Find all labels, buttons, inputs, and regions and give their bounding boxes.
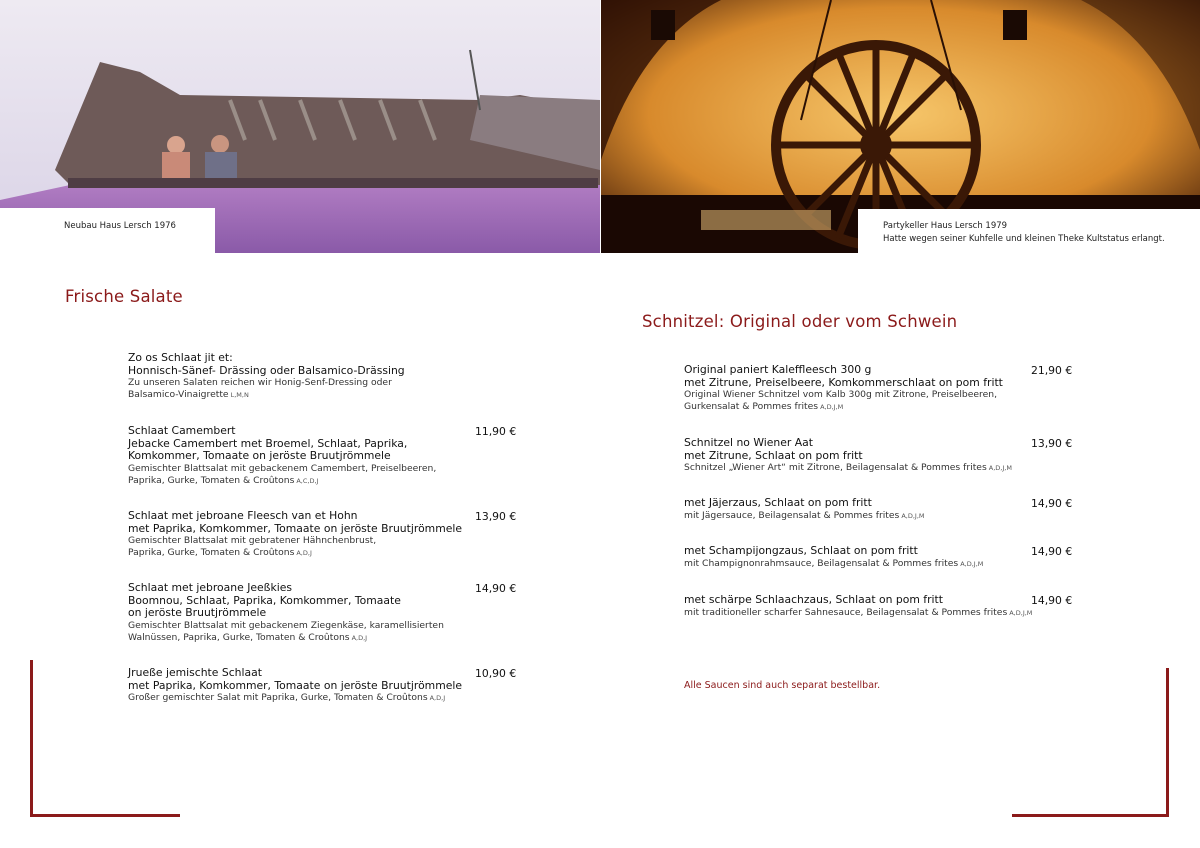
dish-description: Balsamico-Vinaigrette L,M,N (128, 389, 249, 400)
dish-price: 14,90 € (1031, 497, 1073, 510)
dish-name: Schlaat Camembert (128, 424, 236, 437)
dish-name: Jebacke Camembert met Broemel, Schlaat, Paprika, (128, 436, 408, 450)
sauce-note: Alle Saucen sind auch separat bestellbar. (684, 680, 881, 691)
allergen-codes: A,D,J (429, 694, 446, 702)
section-title-salads: Frische Salate (65, 287, 183, 306)
section-title-schnitzel: Schnitzel: Original oder vom Schwein (642, 312, 958, 331)
caption-line: Partykeller Haus Lersch 1979 (883, 221, 1008, 231)
dish-name: Honnisch-Sänef- Drässing oder Balsamico-Drässing (128, 363, 405, 377)
allergen-codes: A,D,J,M (820, 403, 844, 411)
menu-item (128, 510, 462, 559)
dish-name: Schlaat met jebroane Jeeßkies (128, 581, 292, 594)
dish-description: Original Wiener Schnitzel vom Kalb 300g mit Zitrone, Preiselbeeren, (684, 389, 998, 400)
dish-price: 11,90 € (475, 425, 517, 438)
menu-item (684, 545, 983, 570)
dish-name: Boomnou, Schlaat, Paprika, Komkommer, Tomaate (128, 593, 401, 607)
allergen-codes: L,M,N (230, 391, 249, 399)
dish-name: Schlaat met jebroane Fleesch van et Hohn (128, 509, 358, 522)
dish-name: met Paprika, Komkommer, Tomaate on jeröste Bruutjrömmele (128, 678, 463, 692)
dish-name: on jeröste Bruutjrömmele (128, 606, 267, 619)
dish-price: 14,90 € (1031, 545, 1073, 558)
allergen-codes: A,D,J,M (960, 559, 984, 568)
dish-name: met Schampijongzaus, Schlaat on pom fritt (684, 544, 918, 557)
menu-item (684, 594, 1032, 619)
dish-name: Zo os Schlaat jit et: (128, 351, 233, 364)
dish-description: Großer gemischter Salat mit Paprika, Gurke, Tomaten & Croûtons A,D,J (128, 692, 446, 703)
frame-line-bottom-right (1012, 814, 1169, 817)
dish-name: met schärpe Schlaachzaus, Schlaat on pom fritt (684, 593, 943, 606)
frame-line-bottom-left (30, 814, 180, 817)
dish-price: 21,90 € (1031, 364, 1073, 377)
caption-line: Neubau Haus Lersch 1976 (64, 221, 176, 231)
dish-name: met Jäjerzaus, Schlaat on pom fritt (684, 496, 872, 509)
allergen-codes: A,D,J (296, 549, 312, 557)
dish-name: met Zitrune, Preiselbeere, Komkommerschlaat on pom fritt (684, 375, 1003, 389)
dish-price: 10,90 € (475, 667, 517, 680)
menu-item (128, 425, 436, 487)
frame-line-right (1166, 668, 1169, 817)
menu-item (128, 352, 405, 401)
dish-description: Zu unseren Salaten reichen wir Honig-Senf-Dressing oder (128, 377, 392, 388)
allergen-codes: A,D,J,M (1009, 608, 1033, 617)
dish-name: met Zitrune, Schlaat on pom fritt (684, 448, 863, 462)
dish-name: Original paniert Kaleffleesch 300 g (684, 363, 872, 376)
allergen-codes: A,D,J,M (988, 464, 1012, 472)
dish-name: Schnitzel no Wiener Aat (684, 436, 814, 449)
dish-price: 13,90 € (475, 510, 517, 523)
dish-description: Walnüssen, Paprika, Gurke, Tomaten & Croûtons A,D,J (128, 631, 368, 643)
dish-description: Paprika, Gurke, Tomaten & Croûtons A,C,D,J (128, 474, 319, 486)
dish-description: Schnitzel „Wiener Art“ mit Zitrone, Beilagensalat & Pommes frites A,D,J,M (684, 462, 1012, 473)
dish-description: Gemischter Blattsalat mit gebackenem Camembert, Preiselbeeren, (128, 462, 437, 474)
dish-description: mit Jägersauce, Beilagensalat & Pommes frites A,D,J,M (684, 509, 925, 521)
photo-caption-right (858, 209, 1200, 253)
menu-item (684, 497, 925, 522)
allergen-codes: A,C,D,J (296, 476, 319, 485)
dish-description: mit Champignonrahmsauce, Beilagensalat & Pommes frites A,D,J,M (684, 557, 984, 569)
dish-description: mit traditioneller scharfer Sahnesauce, Beilagensalat & Pommes frites A,D,J,M (684, 606, 1033, 618)
allergen-codes: A,D,J (351, 633, 368, 642)
menu-item (128, 667, 462, 704)
dish-price: 13,90 € (1031, 437, 1073, 450)
dish-name: met Paprika, Komkommer, Tomaate on jeröste Bruutjrömmele (128, 521, 463, 535)
dish-description: Paprika, Gurke, Tomaten & Croûtons A,D,J (128, 547, 312, 558)
menu-item (684, 437, 1012, 474)
dish-description: Gemischter Blattsalat mit gebackenem Ziegenkäse, karamellisierten (128, 619, 444, 631)
photo-caption-left (0, 208, 215, 253)
caption-line: Hatte wegen seiner Kuhfelle und kleinen Theke Kultstatus erlangt. (883, 234, 1165, 244)
menu-item (684, 364, 1003, 413)
dish-name: Jrueße jemischte Schlaat (128, 666, 262, 679)
menu-item (128, 582, 444, 644)
dish-name: Komkommer, Tomaate on jeröste Bruutjrömmele (128, 449, 391, 462)
frame-line-left (30, 660, 33, 817)
dish-description: Gemischter Blattsalat mit gebratener Hähnchenbrust, (128, 535, 377, 546)
dish-price: 14,90 € (1031, 594, 1073, 607)
dish-price: 14,90 € (475, 582, 517, 595)
dish-description: Gurkensalat & Pommes frites A,D,J,M (684, 401, 844, 412)
allergen-codes: A,D,J,M (901, 511, 925, 520)
